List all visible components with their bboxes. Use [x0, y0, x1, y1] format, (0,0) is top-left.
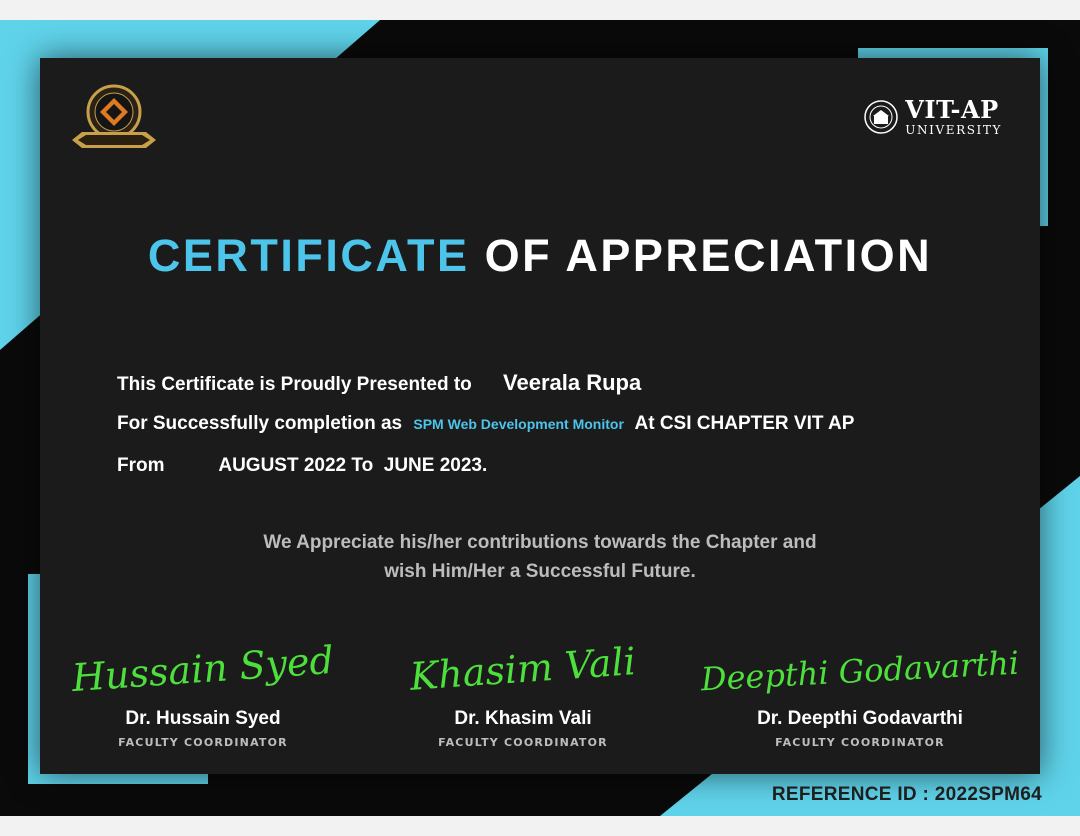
from-label: From: [117, 455, 165, 476]
signatory-2-name: Dr. Khasim Vali: [454, 708, 592, 729]
signature-2-text: Khasim Vali: [408, 639, 638, 699]
recipient-name: Veerala Rupa: [503, 370, 642, 395]
chapter-name: At CSI CHAPTER VIT AP: [634, 413, 855, 434]
vit-ap-university-logo: [863, 95, 1002, 137]
completion-line: [117, 413, 854, 435]
certificate-frame: [0, 20, 1080, 816]
appreciation-text: [40, 528, 1040, 586]
appreciation-line-1: We Appreciate his/her contributions towards the Chapter and: [263, 532, 817, 553]
period-text: AUGUST 2022 To JUNE 2023.: [218, 455, 488, 476]
title-accent: CERTIFICATE: [147, 230, 470, 281]
title-rest: OF APPRECIATION: [484, 230, 933, 281]
signature-deepthi-godavarthi: [700, 632, 1020, 702]
signatory-2-role: FACULTY COORDINATOR: [438, 736, 608, 749]
signatory-3-role: FACULTY COORDINATOR: [775, 736, 945, 749]
signatory-3-name: Dr. Deepthi Godavarthi: [757, 708, 963, 729]
signatory-1-name: Dr. Hussain Syed: [125, 708, 281, 729]
signatory-2: [363, 632, 683, 749]
signature-hussain-syed: [43, 632, 363, 702]
period-line: [117, 455, 487, 477]
csi-logo-icon: [68, 82, 160, 152]
signature-1-text: Hussain Syed: [70, 637, 336, 701]
reference-id: REFERENCE ID : 2022SPM64: [771, 784, 1042, 805]
presented-label: This Certificate is Proudly Presented to: [117, 374, 472, 395]
signatory-3: [700, 632, 1020, 749]
signature-khasim-vali: [363, 632, 683, 702]
university-name: VIT-AP: [905, 95, 999, 124]
certificate-title: [40, 230, 1040, 282]
role-title: SPM Web Development Monitor: [413, 416, 624, 432]
appreciation-line-2: wish Him/Her a Successful Future.: [384, 561, 696, 582]
certificate-card: [40, 58, 1040, 774]
presented-line: [117, 370, 641, 396]
university-subtitle: UNIVERSITY: [905, 123, 1002, 137]
signatory-1-role: FACULTY COORDINATOR: [118, 736, 288, 749]
university-emblem-icon: [863, 99, 899, 135]
signature-3-text: Deepthi Godavarthi: [700, 643, 1020, 699]
completion-label: For Successfully completion as: [117, 413, 403, 434]
signatory-1: [43, 632, 363, 749]
